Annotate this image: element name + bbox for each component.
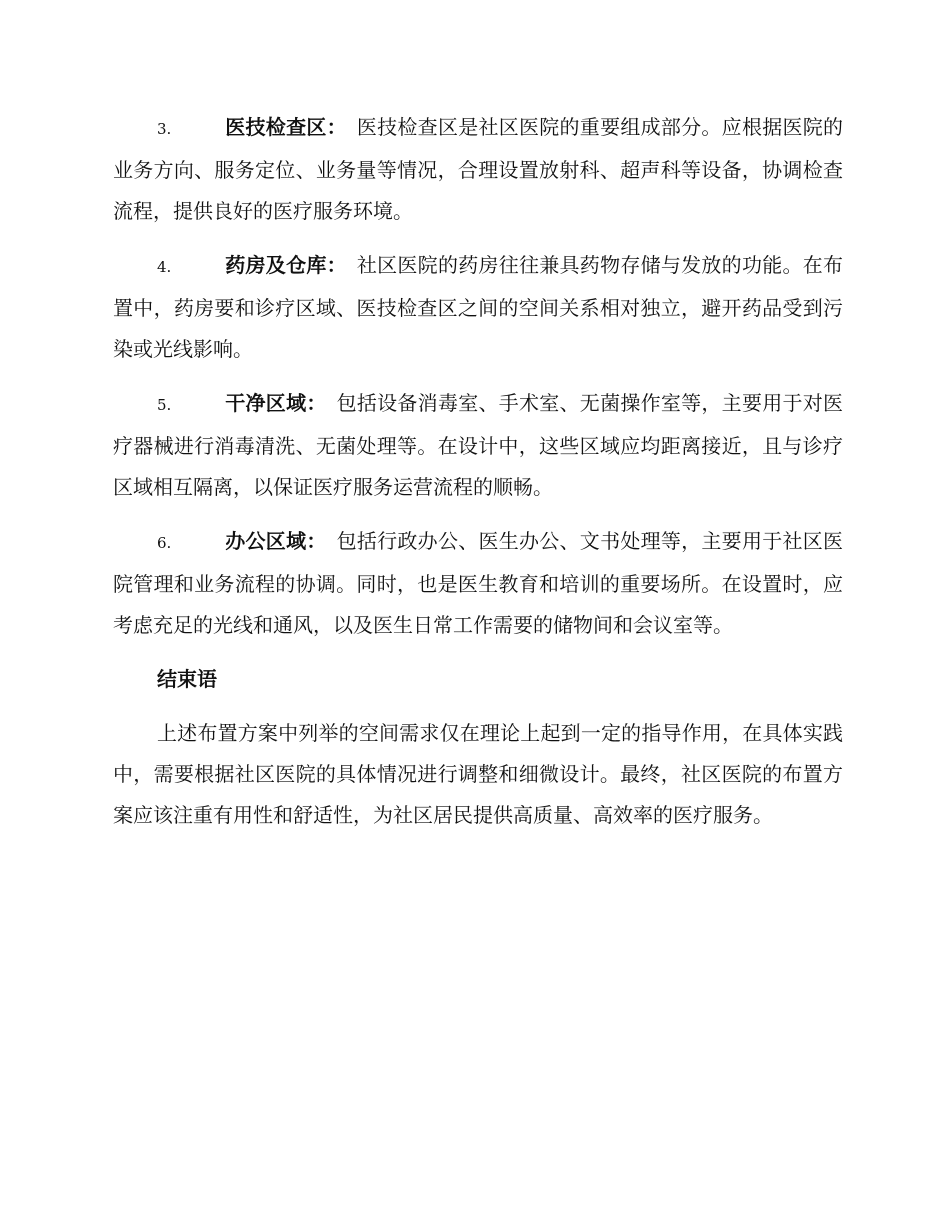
conclusion-paragraph: 上述布置方案中列举的空间需求仅在理论上起到一定的指导作用，在具体实践中，需要根据社区医院的具体情况进行调整和细微设计。最终，社区医院的布置方案应该注重有用性和舒适性，为社区居民提供高质量、高效率的医疗服务。	[113, 721, 843, 827]
list-item-pharmacy-warehouse	[113, 245, 843, 370]
list-item-text: 包括行政办公、医生办公、文书处理等，主要用于社区医院管理和业务流程的协调。同时，也是医生教育和培训的重要场所。在设置时，应考虑充足的光线和通风，以及医生日常工作需要的储物间和会议室等。	[113, 529, 844, 637]
list-item-text: 社区医院的药房往往兼具药物存储与发放的功能。在布置中，药房要和诊疗区域、医技检查区之间的空间关系相对独立，避开药品受到污染或光线影响。	[113, 253, 844, 361]
list-item-office-area	[113, 521, 843, 646]
document-content	[113, 107, 843, 836]
list-item-text: 包括设备消毒室、手术室、无菌操作室等，主要用于对医疗器械进行消毒清洗、无菌处理等。在设计中，这些区域应均距离接近，且与诊疗区域相互隔离，以保证医疗服务运营流程的顺畅。	[113, 391, 844, 499]
list-item-number: 4.	[157, 258, 172, 276]
list-item-title: 药房及仓库：	[225, 253, 347, 277]
conclusion-heading: 结束语	[157, 667, 217, 691]
list-item-title: 医技检查区：	[225, 115, 347, 139]
list-item-text: 医技检查区是社区医院的重要组成部分。应根据医院的业务方向、服务定位、业务量等情况，合理设置放射科、超声科等设备，协调检查流程，提供良好的医疗服务环境。	[113, 115, 844, 223]
list-item-number: 6.	[157, 534, 172, 552]
list-item-clean-area	[113, 383, 843, 508]
list-item-medical-tech-area	[113, 107, 843, 232]
list-item-title: 办公区域：	[225, 529, 327, 553]
list-item-number: 3.	[157, 120, 172, 138]
list-item-number: 5.	[157, 396, 172, 414]
list-item-title: 干净区域：	[225, 391, 327, 415]
